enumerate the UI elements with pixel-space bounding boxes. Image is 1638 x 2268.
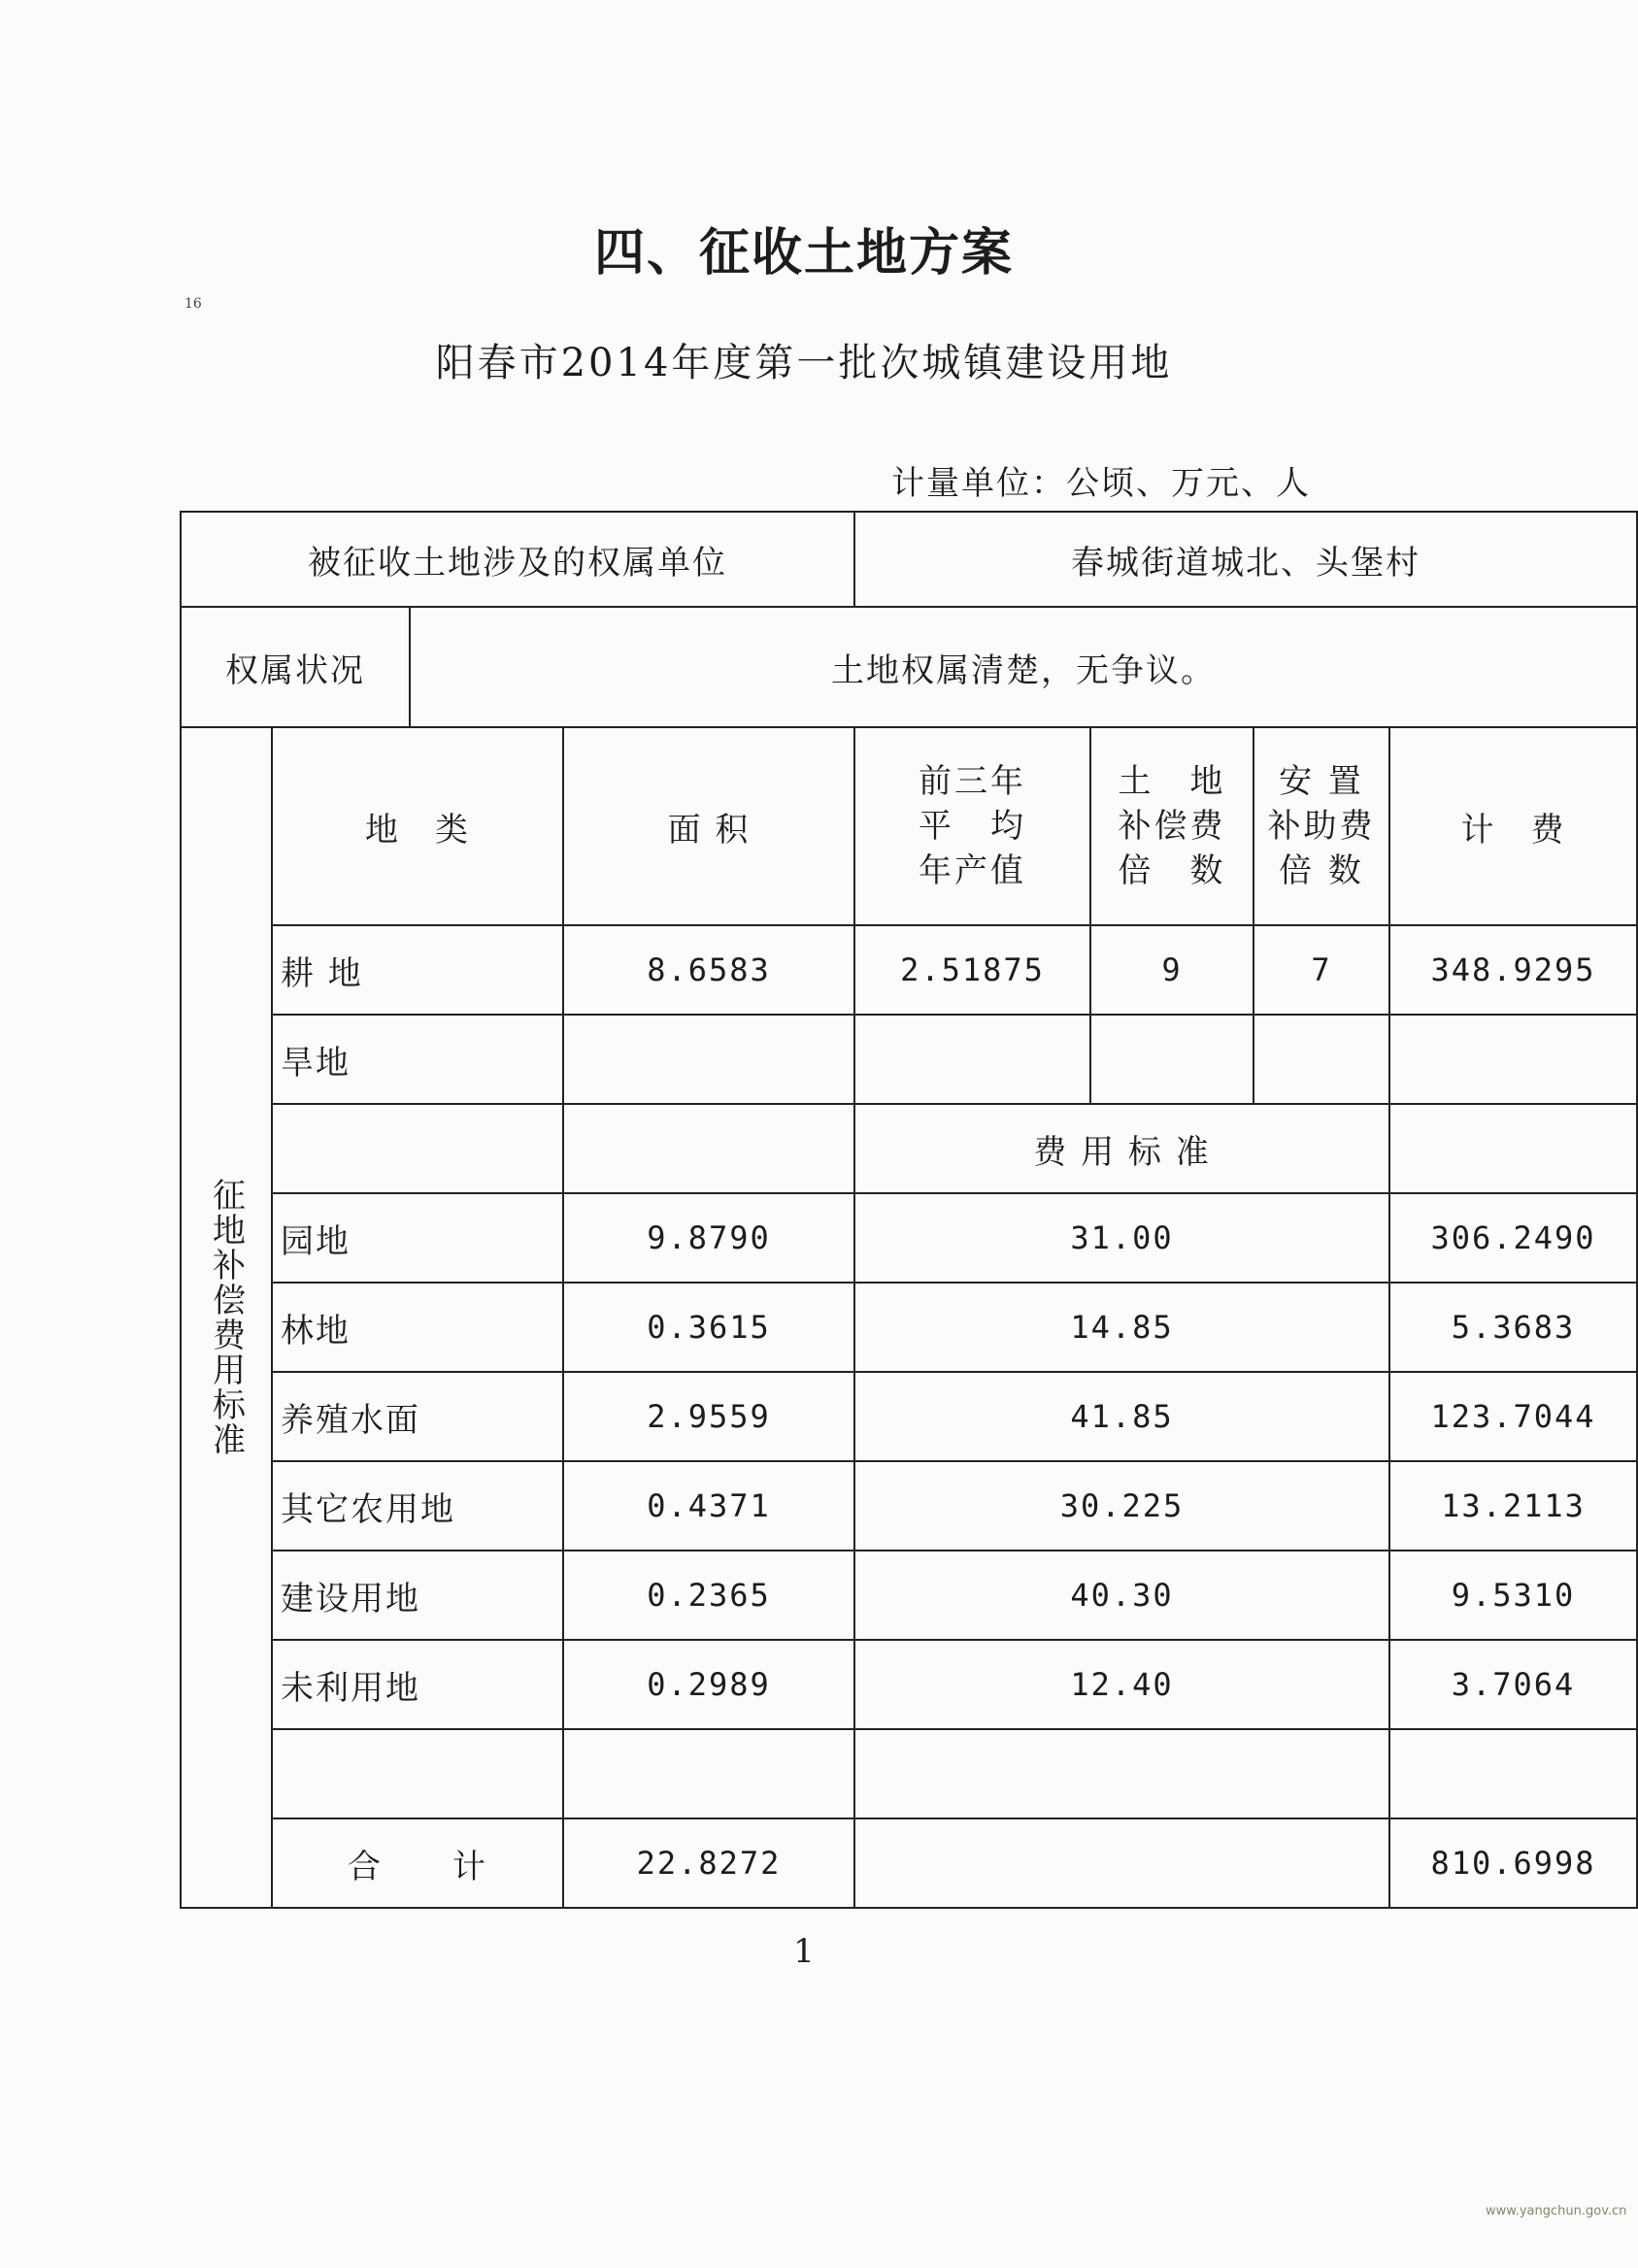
fee-standard-label: 费 用 标 准 (854, 1104, 1389, 1193)
table-row-arable (181, 925, 1637, 1015)
area-cell: 0.2989 (563, 1640, 854, 1729)
area-cell: 0.2365 (563, 1551, 854, 1640)
header-fee: 计 费 (1389, 727, 1637, 925)
land-multiple-cell: 9 (1090, 925, 1254, 1015)
empty-cell (272, 1729, 563, 1818)
land-type-cell: 其它农用地 (272, 1461, 563, 1551)
area-cell: 9.8790 (563, 1193, 854, 1283)
empty-cell (563, 1015, 854, 1104)
standard-header-row (181, 1104, 1637, 1193)
ownership-units-label: 被征收土地涉及的权属单位 (181, 512, 854, 607)
land-type-cell: 林地 (272, 1283, 563, 1372)
avg-output-cell: 2.51875 (854, 925, 1090, 1015)
empty-cell (272, 1104, 563, 1193)
ownership-status-row (181, 607, 1637, 727)
empty-cell (854, 1729, 1389, 1818)
land-type-cell: 养殖水面 (272, 1372, 563, 1461)
table-row-dry-land (181, 1015, 1637, 1104)
land-acquisition-table (180, 511, 1596, 1907)
resettle-multiple-cell: 7 (1254, 925, 1389, 1015)
fee-cell: 306.2490 (1389, 1193, 1637, 1283)
standard-cell: 40.30 (854, 1551, 1389, 1640)
empty-cell (1254, 1015, 1389, 1104)
standard-cell: 41.85 (854, 1372, 1389, 1461)
compensation-side-text: 征地补偿费用标准 (206, 1178, 246, 1457)
empty-cell (563, 1729, 854, 1818)
empty-cell (854, 1818, 1389, 1908)
fee-cell: 13.2113 (1389, 1461, 1637, 1551)
empty-cell (563, 1104, 854, 1193)
empty-cell (1389, 1104, 1637, 1193)
empty-cell (1090, 1015, 1254, 1104)
total-area: 22.8272 (563, 1818, 854, 1908)
area-cell: 2.9559 (563, 1372, 854, 1461)
margin-number: 16 (184, 296, 202, 312)
header-resettlement-multiple: 安 置 补助费 倍 数 (1254, 727, 1389, 925)
fee-cell: 3.7064 (1389, 1640, 1637, 1729)
total-fee: 810.6998 (1389, 1818, 1637, 1908)
standard-cell: 14.85 (854, 1283, 1389, 1372)
document-title: 四、征收土地方案 (593, 224, 1014, 283)
fee-cell: 123.7044 (1389, 1372, 1637, 1461)
compensation-side-label (181, 727, 272, 1908)
ownership-units-row (181, 512, 1637, 607)
fee-cell: 5.3683 (1389, 1283, 1637, 1372)
area-cell: 0.3615 (563, 1283, 854, 1372)
land-type-cell: 园地 (272, 1193, 563, 1283)
table-row (181, 1461, 1637, 1551)
ownership-units-value: 春城街道城北、头堡村 (854, 512, 1637, 607)
header-area: 面 积 (563, 727, 854, 925)
header-avg-output: 前三年 平 均 年产值 (854, 727, 1090, 925)
total-label: 合 计 (272, 1818, 563, 1908)
header-row (181, 727, 1637, 925)
standard-cell: 12.40 (854, 1640, 1389, 1729)
land-type-cell: 未利用地 (272, 1640, 563, 1729)
table-row (181, 1372, 1637, 1461)
standard-cell: 31.00 (854, 1193, 1389, 1283)
fee-cell: 9.5310 (1389, 1551, 1637, 1640)
table-row (181, 1193, 1637, 1283)
empty-cell (1389, 1015, 1637, 1104)
area-cell: 8.6583 (563, 925, 854, 1015)
standard-cell: 30.225 (854, 1461, 1389, 1551)
table-row-empty (181, 1729, 1637, 1818)
page-number: 1 (793, 1932, 815, 1971)
empty-cell (854, 1015, 1090, 1104)
empty-cell (1389, 1729, 1637, 1818)
header-land-type: 地 类 (272, 727, 563, 925)
fee-cell: 348.9295 (1389, 925, 1637, 1015)
table-row (181, 1640, 1637, 1729)
ownership-status-value: 土地权属清楚，无争议。 (410, 607, 1637, 727)
table-row (181, 1551, 1637, 1640)
land-type-cell: 旱地 (272, 1015, 563, 1104)
document-subtitle: 阳春市2014年度第一批次城镇建设用地 (435, 341, 1173, 385)
ownership-status-label: 权属状况 (181, 607, 410, 727)
land-type-cell: 耕 地 (272, 925, 563, 1015)
measurement-unit: 计量单位：公顷、万元、人 (891, 464, 1311, 503)
area-cell: 0.4371 (563, 1461, 854, 1551)
table-row (181, 1283, 1637, 1372)
land-type-cell: 建设用地 (272, 1551, 563, 1640)
table-row-total (181, 1818, 1637, 1908)
header-land-compensation-multiple: 土 地 补偿费 倍 数 (1090, 727, 1254, 925)
site-watermark: www.yangchun.gov.cn (1486, 2204, 1627, 2218)
